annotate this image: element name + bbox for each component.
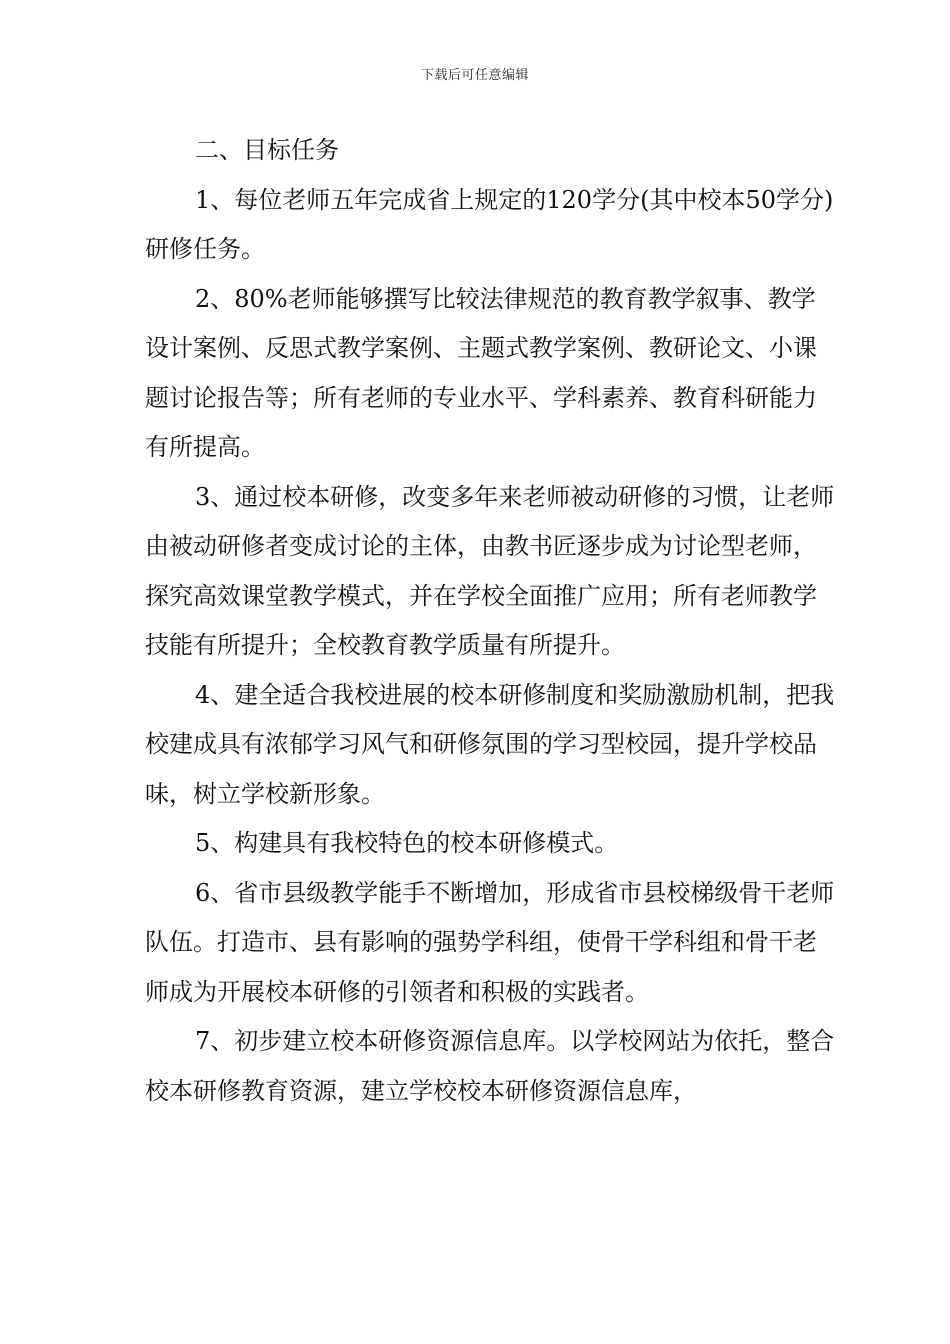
list-item-5: 5、构建具有我校特色的校本研修模式。 <box>195 829 619 857</box>
list-item-3: 3、通过校本研修，改变多年来老师被动研修的习惯，让老师由被动研修者变成讨论的主体，由教书匠逐步成为讨论型老师，探究高效课堂教学模式，并在学校全面推广应用；所有老师教学技能有所提升；全校教育教学质量有所提升。 <box>145 482 835 659</box>
page-header-note: 下载后可任意编辑 <box>420 68 529 83</box>
document-body <box>145 126 835 1116</box>
list-item-4: 4、建全适合我校进展的校本研修制度和奖励激励机制，把我校建成具有浓郁学习风气和研修氛围的学习型校园，提升学校品味，树立学校新形象。 <box>145 680 835 808</box>
list-item-7: 7、初步建立校本研修资源信息库。以学校网站为依托，整合校本研修教育资源，建立学校校本研修资源信息库， <box>145 1027 835 1105</box>
list-item-6: 6、省市县级教学能手不断增加，形成省市县校梯级骨干老师队伍。打造市、县有影响的强势学科组，使骨干学科组和骨干老师成为开展校本研修的引领者和积极的实践者。 <box>145 878 835 1006</box>
list-item-2: 2、80%老师能够撰写比较法律规范的教育教学叙事、教学设计案例、反思式教学案例、主题式教学案例、教研论文、小课题讨论报告等；所有老师的专业水平、学科素养、教育科研能力有所提高。 <box>145 284 817 461</box>
section-heading: 二、目标任务 <box>195 136 339 164</box>
list-item-1: 1、每位老师五年完成省上规定的120学分(其中校本50学分)研修任务。 <box>145 185 834 263</box>
